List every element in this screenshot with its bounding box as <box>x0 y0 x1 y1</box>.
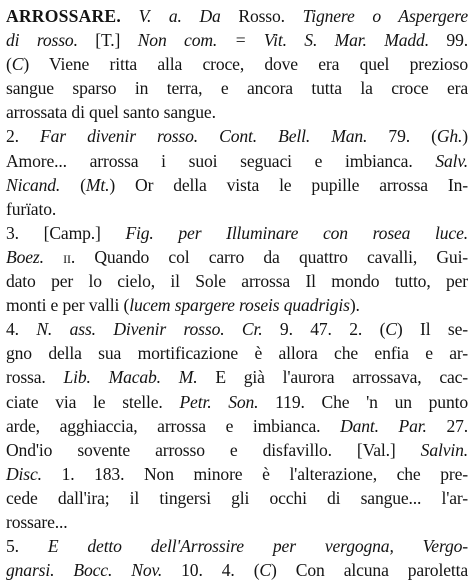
italic-text: Dant. Par. <box>340 415 427 436</box>
text-segment: 5. <box>6 536 48 557</box>
italic-text: C <box>11 54 24 75</box>
text-line <box>6 197 468 221</box>
text-line <box>6 269 468 293</box>
text-line <box>6 124 468 148</box>
text-segment: ) Il se- <box>396 319 468 340</box>
text-line <box>6 52 468 76</box>
text-line <box>6 221 468 245</box>
text-segment: rossa. <box>6 367 64 388</box>
text-line <box>6 341 468 365</box>
text-line <box>6 149 468 173</box>
dictionary-entry <box>6 4 468 582</box>
text-segment: [T.] <box>77 30 138 51</box>
text-segment: monti e per valli ( <box>6 295 130 316</box>
text-segment: ) Con alcuna paroletta <box>271 560 468 581</box>
text-segment: 4. <box>6 319 37 340</box>
text-segment: gno della sua mortificazione è allora che enfia e ar- <box>6 343 468 364</box>
text-line <box>6 173 468 197</box>
text-segment: 1. 183. Non minore è l'alterazione, che pre- <box>41 463 468 484</box>
text-segment: sangue sparso in terra, e ancora tutta la croce era <box>6 78 468 99</box>
italic-text: Salv. <box>435 150 468 171</box>
italic-text: Nicand. <box>6 174 61 195</box>
text-line <box>6 76 468 100</box>
italic-text: Gh. <box>436 126 463 147</box>
text-segment: ciate via le stelle. <box>6 391 180 412</box>
text-line <box>6 100 468 124</box>
text-segment <box>44 247 63 267</box>
italic-text: N. ass. Divenir rosso. Cr. <box>36 319 263 340</box>
italic-text: Lib. Macab. M. <box>63 367 198 388</box>
text-segment: ) <box>462 126 468 147</box>
headword: ARROSSARE. <box>6 6 121 26</box>
italic-text: Far divenir rosso. Cont. Bell. Man. <box>40 126 368 147</box>
text-segment: 2. <box>6 126 41 147</box>
italic-text: E detto dell'Arrossire per vergogna, Vergo- <box>47 536 468 557</box>
text-segment: cede dall'ira; il tingersi gli occhi di sangue... l'ar- <box>6 487 468 508</box>
italic-text: di rosso. <box>6 30 78 51</box>
italic-text: Salvin. <box>420 439 468 460</box>
italic-text: Non com. = Vit. S. Mar. Madd. <box>137 30 429 51</box>
text-line <box>6 4 468 28</box>
text-segment: 27. <box>426 415 469 436</box>
italic-text: Tignere o Aspergere <box>302 6 468 26</box>
text-segment: 119. Che 'n un punto <box>258 391 468 412</box>
italic-text: gnarsi. Bocc. Nov. <box>6 560 163 581</box>
text-segment: arrossata di quel santo sangue. <box>6 102 216 123</box>
text-segment: 79. ( <box>367 126 437 147</box>
italic-text: Fig. per Illuminare con rosea luce. <box>125 222 468 243</box>
text-segment: Ond'io sovente arrosso e disfavillo. [Val.] <box>6 439 421 460</box>
text-segment: Quando col carro da quattro cavalli, Gui- <box>75 246 469 267</box>
text-line <box>6 438 468 462</box>
text-line <box>6 28 468 52</box>
text-line <box>6 365 468 389</box>
text-segment: ( <box>6 54 12 75</box>
text-line <box>6 462 468 486</box>
text-segment: ( <box>60 174 86 195</box>
text-segment: arde, agghiaccia, arrossa e imbianca. <box>6 415 341 436</box>
text-line <box>6 414 468 438</box>
text-line <box>6 534 468 558</box>
text-line <box>6 293 468 317</box>
text-segment: Rosso. <box>238 6 303 26</box>
italic-text: lucem spargere roseis quadrigis <box>129 295 350 316</box>
text-segment: ) Or della vista le pupille arrossa In- <box>109 174 468 195</box>
text-line <box>6 486 468 510</box>
italic-text: Disc. <box>6 463 42 484</box>
text-segment: 3. [Camp.] <box>6 222 126 243</box>
text-segment: Amore... arrossa i suoi seguaci e imbianca. <box>6 150 436 171</box>
text-segment: 10. 4. ( <box>162 560 260 581</box>
small-caps-text: ii. <box>63 246 76 267</box>
text-segment: ). <box>349 295 360 316</box>
text-segment: dato per lo cielo, il Sole arrossa Il mondo tutto, per <box>6 271 468 292</box>
text-line <box>6 390 468 414</box>
text-line <box>6 317 468 341</box>
italic-text: C <box>259 560 272 581</box>
text-segment: furïato. <box>6 198 57 219</box>
text-line <box>6 558 468 582</box>
text-segment: 9. 47. 2. ( <box>262 319 386 340</box>
italic-text: Boez. <box>6 246 44 267</box>
italic-text: Petr. Son. <box>179 391 259 412</box>
entry-text <box>6 4 468 582</box>
text-segment: ) Viene ritta alla croce, dove era quel prezioso <box>23 54 468 75</box>
text-segment: 99. <box>428 30 468 51</box>
text-line <box>6 245 468 269</box>
italic-text: C <box>385 319 397 340</box>
text-segment: rossare... <box>6 511 68 532</box>
italic-text: V. a. Da <box>120 6 239 26</box>
italic-text: Mt. <box>85 174 110 195</box>
text-segment: E già l'aurora arrossava, cac- <box>197 367 469 388</box>
